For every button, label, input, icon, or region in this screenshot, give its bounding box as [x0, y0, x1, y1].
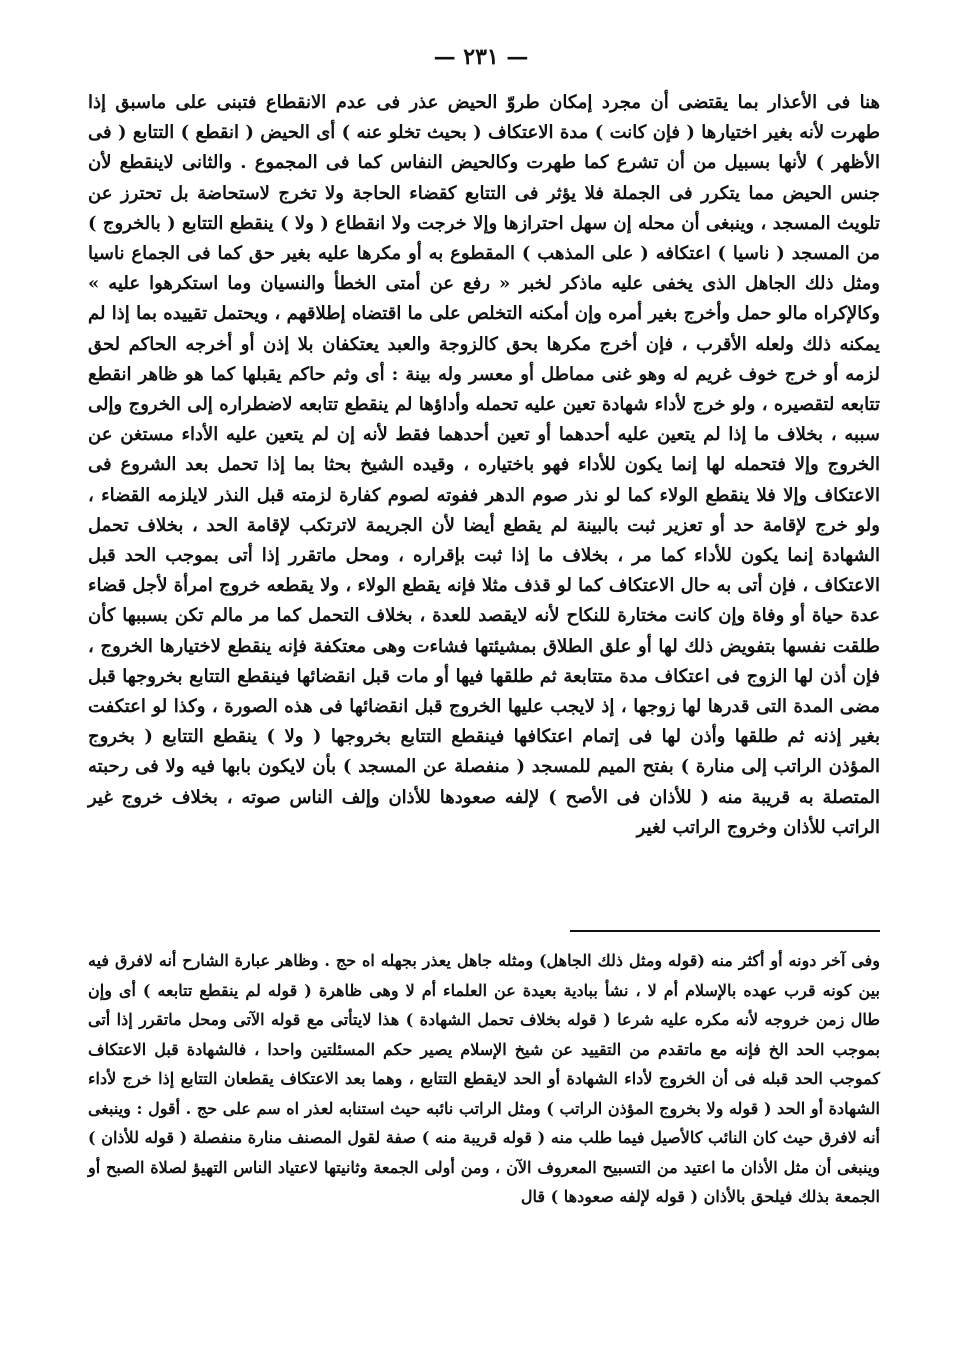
footnote-paragraph: وفى آخر دونه أو أكثر منه (قوله ومثل ذلك الجاهل) ومثله جاهل يعذر بجهله اه حج . وظاهر عبارة الشارح أنه لافرق فيه بين كونه قرب عهده بالإسلام أم لا ، نشأ ببادية بعيدة عن العلماء أم لا وهى ظاهرة ( قوله لم ينقطع تتابعه ) أى وإن طال زمن خروجه لأنه مكره عليه شرعا ( قوله بخلاف تحمل الشهادة ) هذا لايتأتى مع قوله الآتى ومحل ماتقرر إذا أتى بموجب الحد الخ فإنه مع ماتقدم من التقييد عن شيخ الإسلام يصير حكم المسئلتين واحدا ، فالشهادة قبل الاعتكاف كموجب الحد قبله فى أن الخروج لأداء الشهادة أو الحد لايقطع التتابع ، وهما بعد الاعتكاف يقطعان التتابع إذا خرج لأداء الشهادة أو الحد ( قوله ولا بخروج المؤذن الراتب ) ومثل الراتب نائبه حيث استنابه لعذر اه سم على حج . أقول : وينبغى أنه لافرق حيث كان النائب كالأصيل فيما طلب منه ( قوله قريبة منه ) صفة لقول المصنف منارة منفصلة ( قوله للأذان ) وينبغى أن مثل الأذان ما اعتيد من التسبيح المعروف الآن ، ومن أولى الجمعة وثانيتها لاعتياد الناس التهيؤ لصلاة الصبح أو الجمعة بذلك فيلحق بالأذان ( قوله لإلفه صعودها ) قال [88, 951, 881, 1206]
page-number: — ٢٣١ — [433, 44, 529, 70]
main-text-block [88, 88, 880, 843]
main-paragraph: هنا فى الأعذار بما يقتضى أن مجرد إمكان طروّ الحيض عذر فى عدم الانقطاع فتبنى على ماسبق إذا طهرت لأنه بغير اختيارها ( فإن كانت ) مدة الاعتكاف ( بحيث تخلو عنه ) أى الحيض ( انقطع ) التتابع ( فى الأظهر ) لأنها بسبيل من أن تشرع كما طهرت وكالحيض النفاس كما فى المجموع . والثانى لاينقطع لأن جنس الحيض مما يتكرر فى الجملة فلا يؤثر فى التتابع كقضاء الحاجة ولا تخرج لاستحاضة بل تحترز عن تلويث المسجد ، وينبغى أن محله إن سهل احترازها وإلا خرجت ولا انقطاع ( ولا ) ينقطع التتابع ( بالخروج ) من المسجد ( ناسيا ) اعتكافه ( على المذهب ) المقطوع به أو مكرها عليه بغير حق كما فى الجماع ناسيا ومثل ذلك الجاهل الذى يخفى عليه ماذكر لخبر « رفع عن أمتى الخطأ والنسيان وما استكرهوا عليه » وكالإكراه مالو حمل وأخرج بغير أمره وإن أمكنه التخلص على ما اقتضاه إطلاقهم ، ويحتمل تقييده بما إذا لم يمكنه ذلك ولعله الأقرب ، فإن أخرج مكرها بحق كالزوجة والعبد يعتكفان بلا إذن أو أخرجه الحاكم لحق لزمه أو خرج خوف غريم له وهو غنى مماطل أو معسر وله بينة : أى وثم حاكم يقبلها كما هو ظاهر انقطع تتابعه لتقصيره ، ولو خرج لأداء شهادة تعين عليه تحمله وأداؤها لم ينقطع تتابعه لاضطراره إلى الخروج وإلى سببه ، بخلاف ما إذا لم يتعين عليه أحدهما أو تعين أحدهما فقط لأنه إن لم يتعين عليه الأداء مستغن عن الخروج وإلا فتحمله لها إنما يكون للأداء فهو باختياره ، وقيده الشيخ بحثا بما إذا تحمل بعد الشروع فى الاعتكاف وإلا فلا ينقطع الولاء كما لو نذر صوم الدهر ففوته لصوم كفارة لزمته قبل النذر لايلزمه القضاء ، ولو خرج لإقامة حد أو تعزير ثبت بالبينة لم يقطع أيضا لأن الجريمة لاترتكب لإقامة الحد ، بخلاف تحمل الشهادة إنما يكون للأداء كما مر ، بخلاف ما إذا ثبت بإقراره ، ومحل ماتقرر إذا أتى بموجب الحد قبل الاعتكاف ، فإن أتى به حال الاعتكاف كما لو قذف مثلا فإنه يقطع الولاء ، ولا يقطعه خروج امرأة لأجل قضاء عدة حياة أو وفاة وإن كانت مختارة للنكاح لأنه لايقصد للعدة ، بخلاف التحمل كما مر مالم تكن بسببها كأن طلقت نفسها بتفويض ذلك لها أو علق الطلاق بمشيئتها فشاءت وهى معتكفة فإنه ينقطع لاختيارها الخروج ، فإن أذن لها الزوج فى اعتكاف مدة متتابعة ثم طلقها فيها أو مات قبل انقضائها فينقطع التتابع بخروجها قبل مضى المدة التى قدرها لها زوجها ، إذ لايجب عليها الخروج قبل انقضائها فى هذه الصورة ، وكذا لو اعتكفت بغير إذنه ثم طلقها وأذن لها فى إتمام اعتكافها فينقطع التتابع بخروجها ( ولا ) ينقطع التتابع ( بخروج المؤذن الراتب إلى منارة ) بفتح الميم للمسجد ( منفصلة عن المسجد ) بأن لايكون بابها فيه ولا فى رحبته المتصلة به قريبة منه ( للأذان فى الأصح ) لإلفه صعودها للأذان وإلف الناس صوته ، بخلاف خروج غير الراتب للأذان وخروج الراتب لغير [88, 92, 881, 838]
footnote-divider [570, 930, 880, 932]
footnotes-block [88, 946, 880, 1212]
